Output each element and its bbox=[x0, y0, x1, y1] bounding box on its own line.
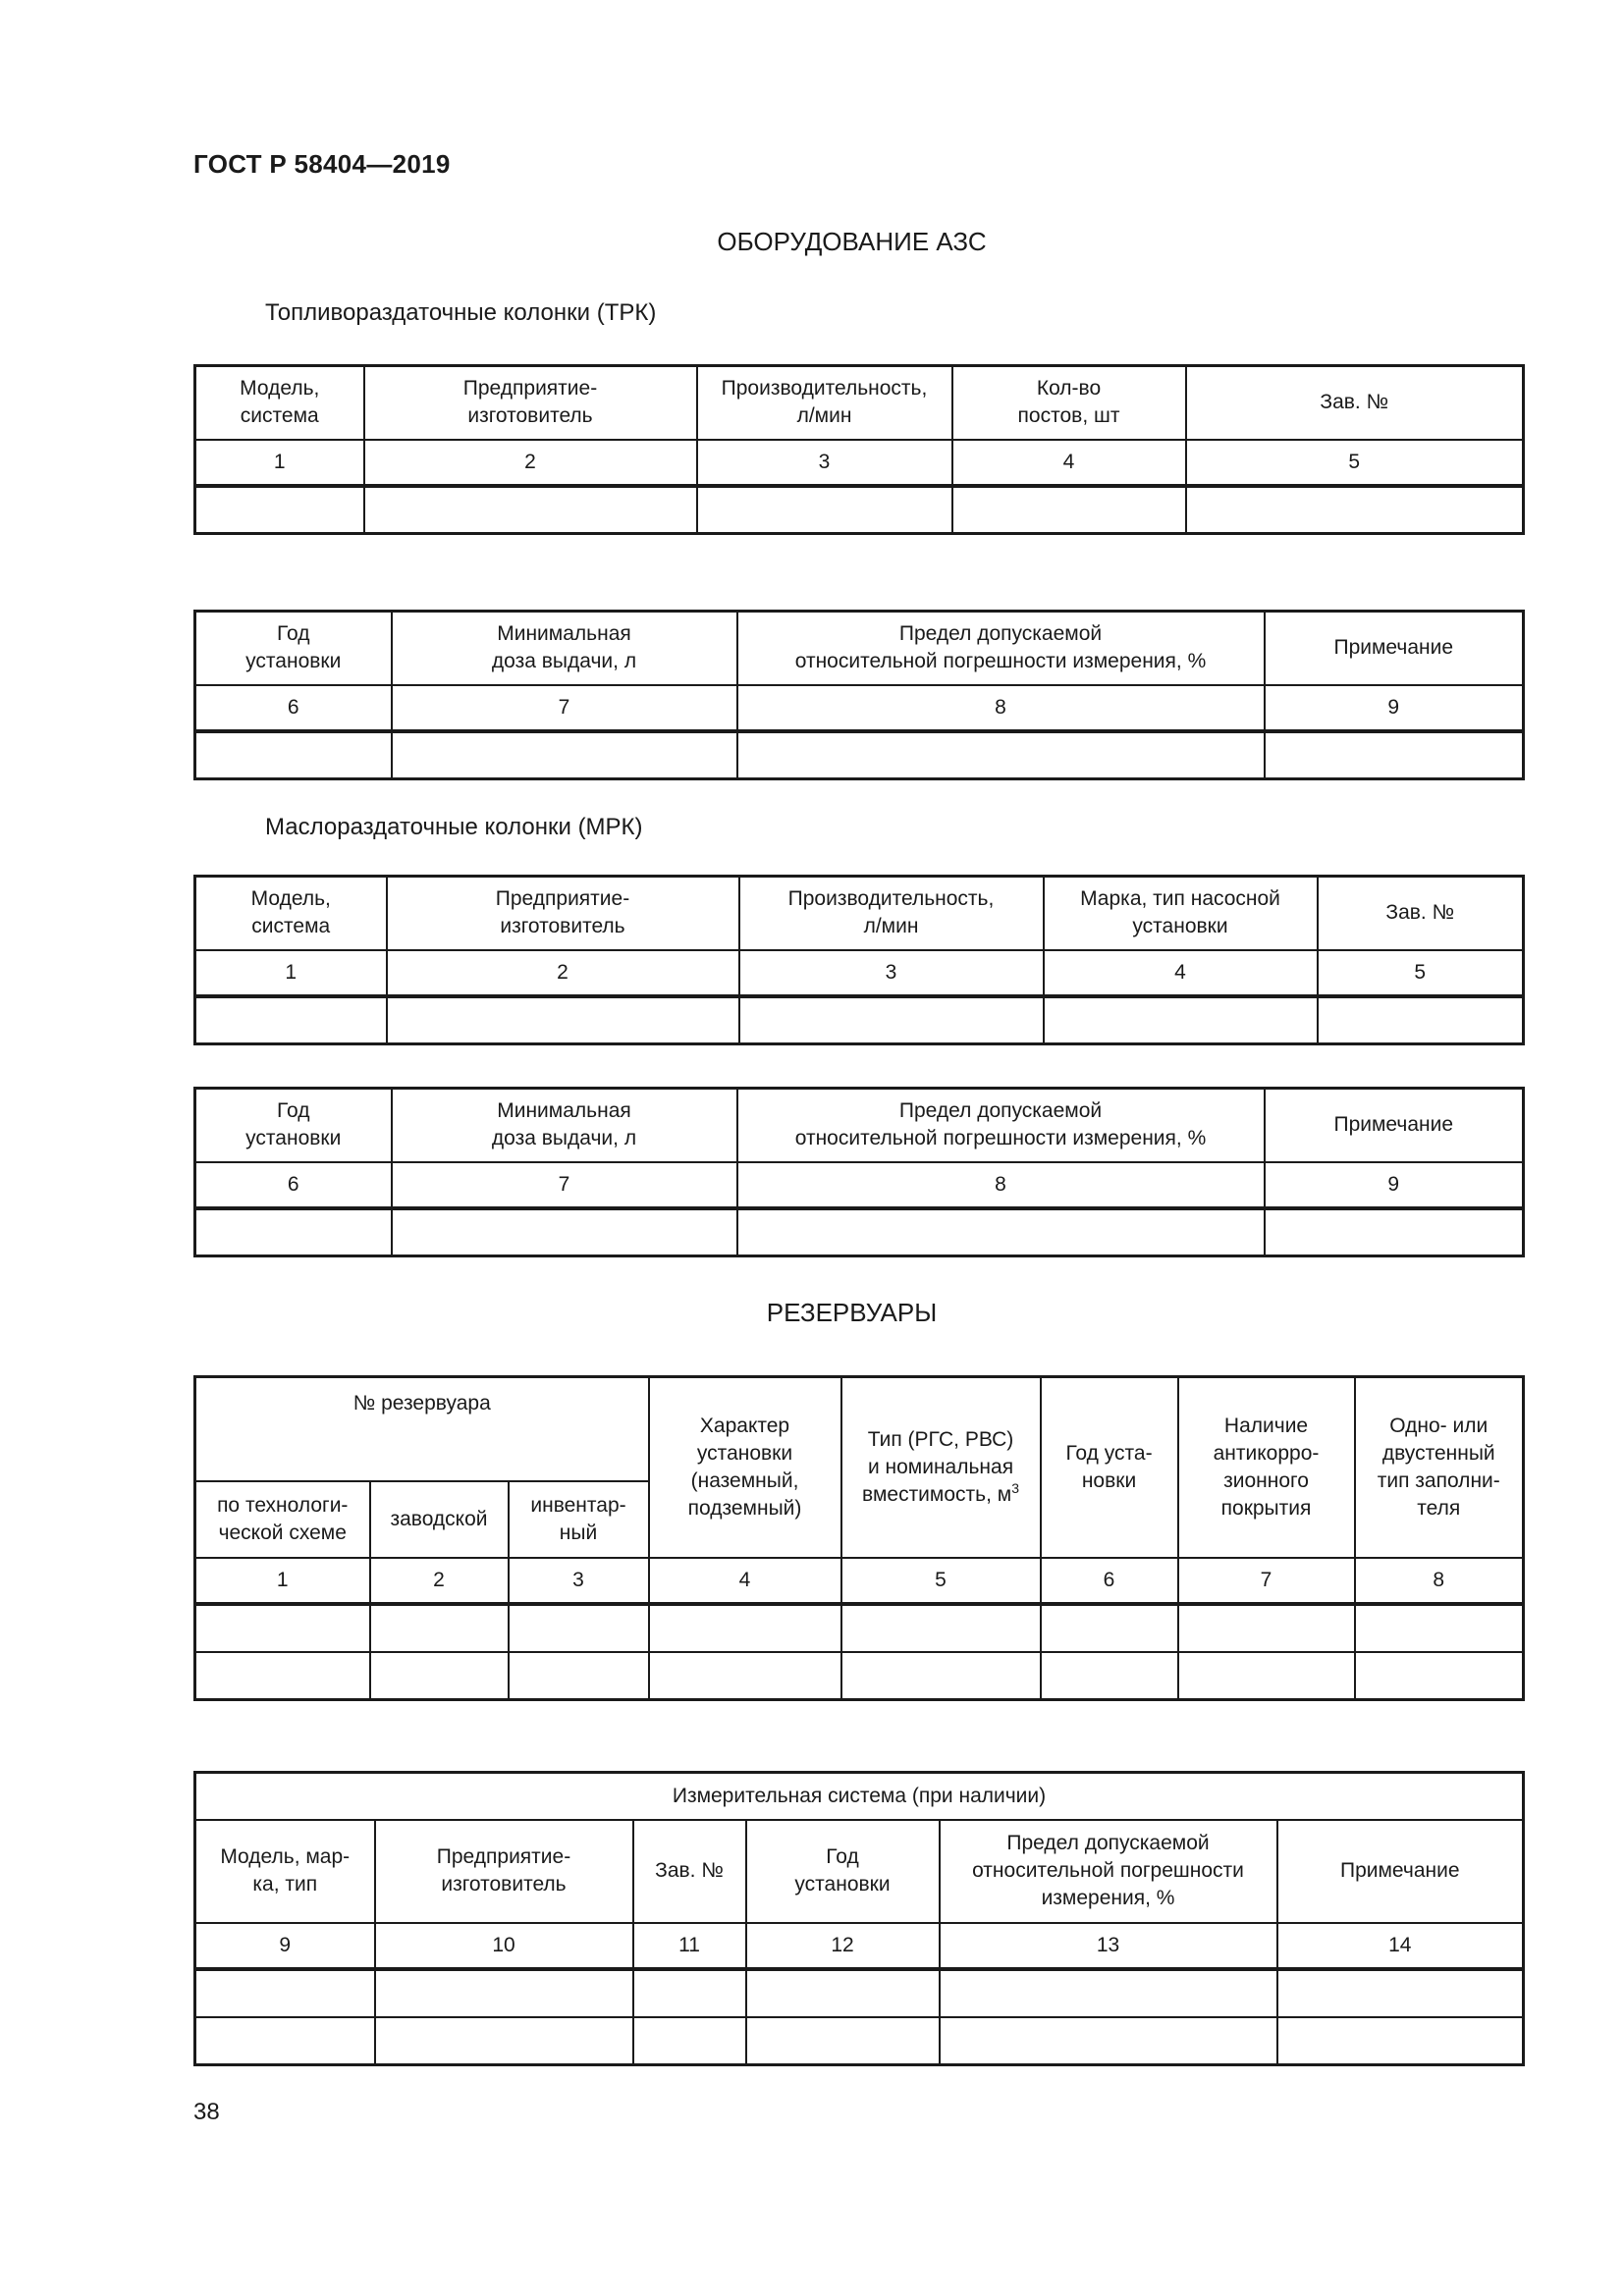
tanks-table-2 bbox=[193, 1771, 1525, 2066]
empty-cell[interactable] bbox=[1355, 1652, 1524, 1700]
header-cell: Зав. № bbox=[1318, 877, 1524, 950]
empty-cell[interactable] bbox=[195, 731, 392, 779]
empty-cell[interactable] bbox=[1178, 1652, 1355, 1700]
column-number: 3 bbox=[697, 440, 952, 486]
empty-cell[interactable] bbox=[1318, 996, 1524, 1044]
column-number: 3 bbox=[509, 1558, 649, 1604]
header-cell: Одно- или двустенный тип заполни- теля bbox=[1355, 1377, 1524, 1558]
empty-cell[interactable] bbox=[841, 1604, 1041, 1652]
empty-cell[interactable] bbox=[1277, 2017, 1524, 2065]
empty-entry-row bbox=[195, 996, 1524, 1044]
empty-entry-row bbox=[195, 2017, 1524, 2065]
header-cell: Предприятие- изготовитель bbox=[364, 366, 697, 440]
empty-cell[interactable] bbox=[841, 1652, 1041, 1700]
column-number: 7 bbox=[392, 1162, 737, 1208]
column-number: 9 bbox=[1265, 1162, 1524, 1208]
header-cell: Предел допускаемой относительной погрешности измерения, % bbox=[737, 1089, 1265, 1162]
empty-cell[interactable] bbox=[940, 1969, 1277, 2017]
column-number: 9 bbox=[1265, 685, 1524, 731]
header-cell: Характер установки (наземный, подземный) bbox=[649, 1377, 841, 1558]
column-number: 8 bbox=[737, 1162, 1265, 1208]
sub-header-cell: инвентар- ный bbox=[509, 1481, 649, 1558]
header-cell: Предел допускаемой относительной погрешности измерения, % bbox=[737, 612, 1265, 685]
header-cell: Минимальная доза выдачи, л bbox=[392, 612, 737, 685]
group-header-tank-number: № резервуара bbox=[195, 1377, 649, 1481]
column-number: 8 bbox=[737, 685, 1265, 731]
empty-cell[interactable] bbox=[1265, 1208, 1524, 1256]
column-number: 1 bbox=[195, 440, 364, 486]
empty-cell[interactable] bbox=[195, 996, 387, 1044]
empty-entry-row bbox=[195, 731, 1524, 779]
empty-cell[interactable] bbox=[1355, 1604, 1524, 1652]
column-number: 1 bbox=[195, 1558, 370, 1604]
header-cell: Примечание bbox=[1265, 612, 1524, 685]
empty-cell[interactable] bbox=[739, 996, 1044, 1044]
column-number: 12 bbox=[746, 1923, 940, 1969]
column-number: 14 bbox=[1277, 1923, 1524, 1969]
empty-cell[interactable] bbox=[940, 2017, 1277, 2065]
empty-entry-row bbox=[195, 1969, 1524, 2017]
header-cell-type-volume bbox=[841, 1377, 1041, 1558]
header-cell: Зав. № bbox=[1186, 366, 1524, 440]
trk-table-2 bbox=[193, 610, 1525, 780]
mrk-table-1 bbox=[193, 875, 1525, 1045]
empty-cell[interactable] bbox=[195, 1604, 370, 1652]
column-number: 5 bbox=[1318, 950, 1524, 996]
header-cell: Примечание bbox=[1277, 1820, 1524, 1923]
empty-cell[interactable] bbox=[195, 1208, 392, 1256]
header-cell: Модель, мар- ка, тип bbox=[195, 1820, 375, 1923]
empty-cell[interactable] bbox=[392, 1208, 737, 1256]
empty-cell[interactable] bbox=[952, 486, 1186, 534]
header-cell: Модель, система bbox=[195, 877, 387, 950]
empty-cell[interactable] bbox=[1265, 731, 1524, 779]
empty-cell[interactable] bbox=[1178, 1604, 1355, 1652]
empty-cell[interactable] bbox=[509, 1604, 649, 1652]
empty-cell[interactable] bbox=[1186, 486, 1524, 534]
empty-cell[interactable] bbox=[375, 2017, 633, 2065]
sub-header-cell: по технологи- ческой схеме bbox=[195, 1481, 370, 1558]
section-title-azs-equipment: ОБОРУДОВАНИЕ АЗС bbox=[717, 227, 987, 256]
header-cell: Марка, тип насосной установки bbox=[1044, 877, 1318, 950]
mrk-table-2 bbox=[193, 1087, 1525, 1257]
column-number: 3 bbox=[739, 950, 1044, 996]
empty-cell[interactable] bbox=[737, 1208, 1265, 1256]
header-cell: Производительность, л/мин bbox=[739, 877, 1044, 950]
empty-cell[interactable] bbox=[370, 1604, 509, 1652]
empty-cell[interactable] bbox=[649, 1604, 841, 1652]
header-text: Тип (РГС, РВС) и номинальная вместимость, м bbox=[862, 1427, 1014, 1506]
column-number: 4 bbox=[1044, 950, 1318, 996]
column-number: 5 bbox=[1186, 440, 1524, 486]
header-cell: Год установки bbox=[746, 1820, 940, 1923]
column-number: 4 bbox=[649, 1558, 841, 1604]
empty-cell[interactable] bbox=[633, 1969, 746, 2017]
column-number: 5 bbox=[841, 1558, 1041, 1604]
header-cell: Производительность, л/мин bbox=[697, 366, 952, 440]
document-code: ГОСТ Р 58404—2019 bbox=[193, 149, 451, 179]
empty-cell[interactable] bbox=[195, 1652, 370, 1700]
column-number: 10 bbox=[375, 1923, 633, 1969]
empty-cell[interactable] bbox=[1041, 1604, 1178, 1652]
empty-cell[interactable] bbox=[649, 1652, 841, 1700]
header-cell: Год установки bbox=[195, 1089, 392, 1162]
header-cell: Год уста- новки bbox=[1041, 1377, 1178, 1558]
empty-cell[interactable] bbox=[195, 486, 364, 534]
header-cell: Модель, система bbox=[195, 366, 364, 440]
column-number: 2 bbox=[364, 440, 697, 486]
header-cell: Предприятие- изготовитель bbox=[387, 877, 739, 950]
empty-cell[interactable] bbox=[697, 486, 952, 534]
column-number: 7 bbox=[392, 685, 737, 731]
empty-entry-row bbox=[195, 1604, 1524, 1652]
column-number: 8 bbox=[1355, 1558, 1524, 1604]
column-number: 6 bbox=[1041, 1558, 1178, 1604]
column-number: 6 bbox=[195, 1162, 392, 1208]
empty-entry-row bbox=[195, 486, 1524, 534]
header-cell: Минимальная доза выдачи, л bbox=[392, 1089, 737, 1162]
header-cell: Наличие антикорро- зионного покрытия bbox=[1178, 1377, 1355, 1558]
trk-table-1 bbox=[193, 364, 1525, 535]
column-number: 1 bbox=[195, 950, 387, 996]
page-number: 38 bbox=[193, 2099, 220, 2125]
group-header-measuring-system: Измерительная система (при наличии) bbox=[195, 1773, 1524, 1820]
empty-cell[interactable] bbox=[370, 1652, 509, 1700]
empty-cell[interactable] bbox=[746, 1969, 940, 2017]
subsection-title-trk: Топливораздаточные колонки (ТРК) bbox=[265, 299, 657, 326]
section-title-tanks: РЕЗЕРВУАРЫ bbox=[766, 1298, 938, 1327]
empty-cell[interactable] bbox=[1277, 1969, 1524, 2017]
header-cell: Кол-во постов, шт bbox=[952, 366, 1186, 440]
column-number: 11 bbox=[633, 1923, 746, 1969]
empty-cell[interactable] bbox=[737, 731, 1265, 779]
header-cell: Предел допускаемой относительной погрешности измерения, % bbox=[940, 1820, 1277, 1923]
column-number: 2 bbox=[387, 950, 739, 996]
empty-cell[interactable] bbox=[364, 486, 697, 534]
column-number: 2 bbox=[370, 1558, 509, 1604]
header-cell: Предприятие- изготовитель bbox=[375, 1820, 633, 1923]
empty-cell[interactable] bbox=[195, 1969, 375, 2017]
tanks-table-1 bbox=[193, 1375, 1525, 1701]
empty-cell[interactable] bbox=[387, 996, 739, 1044]
subsection-title-mrk: Маслораздаточные колонки (МРК) bbox=[265, 814, 643, 840]
empty-cell[interactable] bbox=[746, 2017, 940, 2065]
column-number: 7 bbox=[1178, 1558, 1355, 1604]
empty-entry-row bbox=[195, 1208, 1524, 1256]
header-cell: Примечание bbox=[1265, 1089, 1524, 1162]
unit-superscript: 3 bbox=[1011, 1479, 1019, 1496]
column-number: 6 bbox=[195, 685, 392, 731]
column-number: 4 bbox=[952, 440, 1186, 486]
header-cell: Зав. № bbox=[633, 1820, 746, 1923]
empty-cell[interactable] bbox=[375, 1969, 633, 2017]
empty-cell[interactable] bbox=[195, 2017, 375, 2065]
header-cell: Год установки bbox=[195, 612, 392, 685]
empty-cell[interactable] bbox=[509, 1652, 649, 1700]
empty-cell[interactable] bbox=[633, 2017, 746, 2065]
sub-header-cell: заводской bbox=[370, 1481, 509, 1558]
empty-cell[interactable] bbox=[392, 731, 737, 779]
empty-entry-row bbox=[195, 1652, 1524, 1700]
empty-cell[interactable] bbox=[1041, 1652, 1178, 1700]
column-number: 13 bbox=[940, 1923, 1277, 1969]
column-number: 9 bbox=[195, 1923, 375, 1969]
empty-cell[interactable] bbox=[1044, 996, 1318, 1044]
